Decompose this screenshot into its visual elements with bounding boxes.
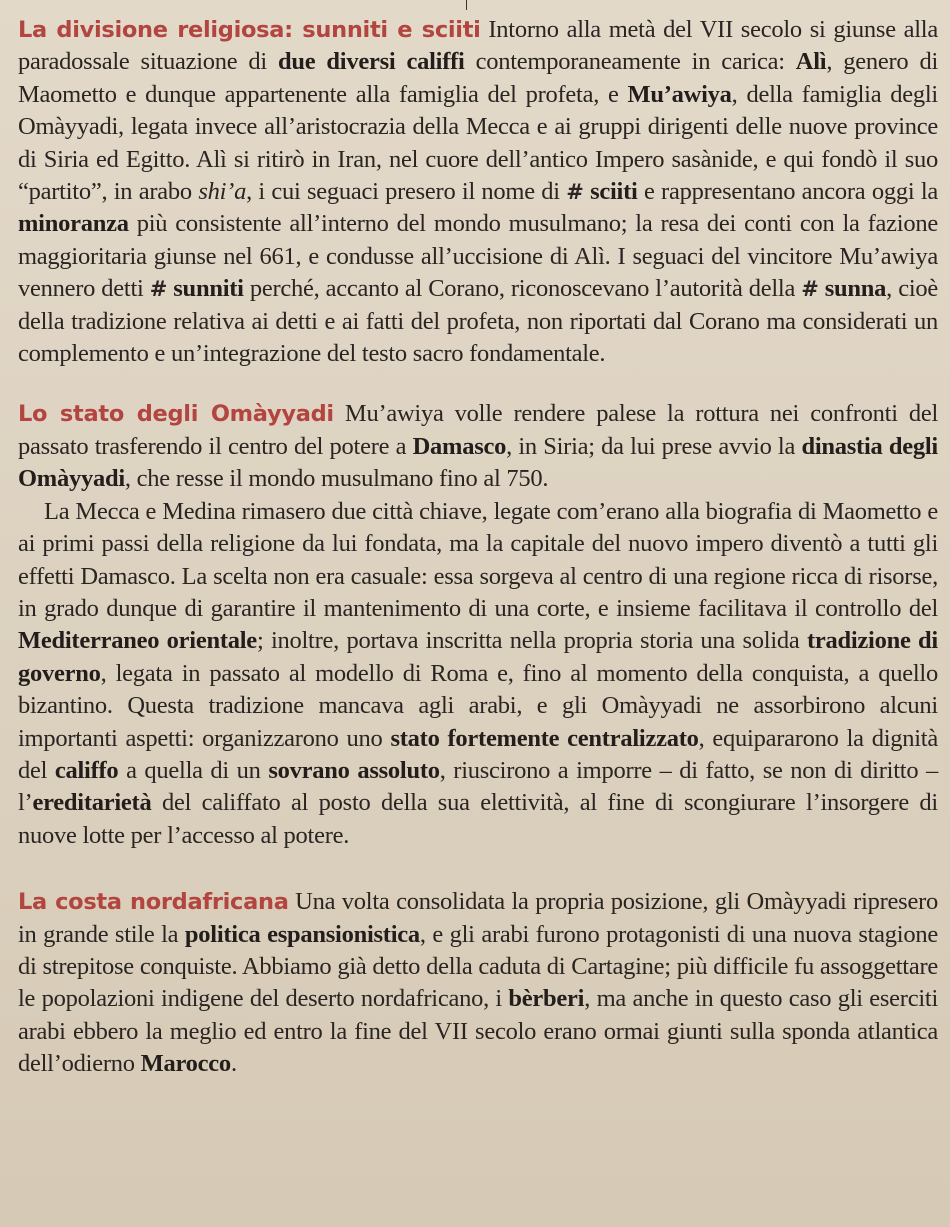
section-religious-division: La divisione religiosa: sunniti e sciiti Intorno alla metà del VII secolo si giunse alla paradossale situazione di due diversi califfi contemporaneamente in carica: Alì, genero di Maometto e dunque appartenente alla famiglia del profeta, e Mu’awiya, della famiglia degli Omàyyadi, legata invece all’aristocrazia della Mecca e ai gruppi dirigenti delle nuove province di Siria ed Egitto. Alì si ritirò in Iran, nel cuore dell’antico Impero sasànide, e qui fondò il suo “partito”, in arabo shi’a, i cui seguaci presero il nome di # sciiti e rappresentano ancora oggi la minoranza più consistente all’interno del mondo musulmano; la resa dei conti con la fazione maggioritaria giunse nel 661, e condusse all’uccisione di Alì. I seguaci del vincitore Mu’awiya vennero detti # sunniti perché, accanto al Corano, riconoscevano l’autorità della # sunna, cioè della tradizione relativa ai detti e ai fatti del profeta, non riportati dal Corano ma considerati un complemento e un’integrazione del testo sacro fondamentale. (18, 16, 939, 368)
keyword-damasco: Damasco (412, 432, 507, 460)
glossary-marker-icon: # (801, 277, 819, 302)
keyword-berberi: bèrberi (508, 985, 585, 1013)
keyword-marocco: Marocco (140, 1050, 231, 1078)
glossary-marker-icon: # (566, 180, 584, 205)
section-spacer (18, 852, 938, 886)
section-north-african-coast: La costa nordafricana Una volta consolidata la propria posizione, gli Omàyyadi ripresero in grande stile la politica espansionistica, e gli arabi furono protagonisti di una nuova stagione di strepitose conquiste. Abbiamo già detto della caduta di Cartagine; più difficile fu assoggettare le popolazioni indigene del deserto nordafricano, i bèrberi, ma anche in questo caso gli eserciti arabi ebbero la meglio ed entro la fine del VII secolo erano ormai giunti sulla sponda atlantica dell’odierno Marocco. (18, 888, 938, 1078)
textbook-page (18, 14, 938, 1081)
keyword-sunna: sunna (818, 275, 887, 303)
keyword-due-califfi: due diversi califfi (278, 48, 465, 76)
section-omayyad-state: Lo stato degli Omàyyadi Mu’awiya volle rendere palese la rottura nei confronti del passato trasferendo il centro del potere a Damasco, in Siria; da lui prese avvio la dinastia degli Omàyyadi, che resse il mondo musulmano fino al 750. (18, 400, 938, 493)
heading-religious-division: La divisione religiosa: sunniti e sciiti (18, 17, 481, 43)
keyword-dinastia: dinastia degli Omàyyadi (18, 432, 938, 493)
keyword-ereditarieta: ereditarietà (32, 789, 152, 817)
heading-omayyad-state: Lo stato degli Omàyyadi (18, 401, 334, 428)
keyword-politica: politica espansionistica (184, 920, 420, 948)
keyword-muawiya: Mu’awiya (627, 80, 732, 108)
keyword-sciiti: sciiti (583, 178, 638, 206)
term-shia: shi’a (198, 178, 247, 206)
heading-north-african-coast: La costa nordafricana (18, 889, 289, 916)
keyword-mediterraneo: Mediterraneo orientale (18, 627, 257, 655)
glossary-marker-icon: # (149, 277, 168, 302)
section-spacer (18, 370, 938, 398)
keyword-califfo: califfo (54, 756, 119, 784)
page-tick-mark (466, 0, 467, 10)
keyword-ali: Alì (795, 48, 827, 76)
keyword-minoranza: minoranza (18, 210, 129, 238)
paragraph-damasco-capital: La Mecca e Medina rimasero due città chiave, legate com’erano alla biografia di Maometto e ai primi passi della religione da lui fondata, ma la capitale del nuovo impero diventò a tutti gli effetti Damasco. La scelta non era casuale: essa sorgeva al centro di una regione ricca di risorse, in grado dunque di garantire il mantenimento di una corte, e insieme facilitava il controllo del Mediterraneo orientale; inoltre, portava inscritta nella propria storia una solida tradizione di governo, legata in passato al modello di Roma e, fino al momento della conquista, a quello bizantino. Questa tradizione mancava agli arabi, e gli Omàyyadi ne assorbirono alcuni importanti aspetti: organizzarono uno stato fortemente centralizzato, equipararono la dignità del califfo a quella di un sovrano assoluto, riuscirono a imporre – di fatto, se non di diritto – l’ereditarietà del califfato al posto della sua elettività, al fine di scongiurare l’insorgere di nuove lotte per l’accesso al potere. (18, 497, 938, 849)
keyword-sunniti: sunniti (167, 275, 244, 303)
keyword-sovrano: sovrano assoluto (268, 756, 440, 784)
keyword-stato-centralizzato: stato fortemente centralizzato (390, 724, 699, 752)
keyword-tradizione: tradizione di governo (18, 627, 938, 687)
